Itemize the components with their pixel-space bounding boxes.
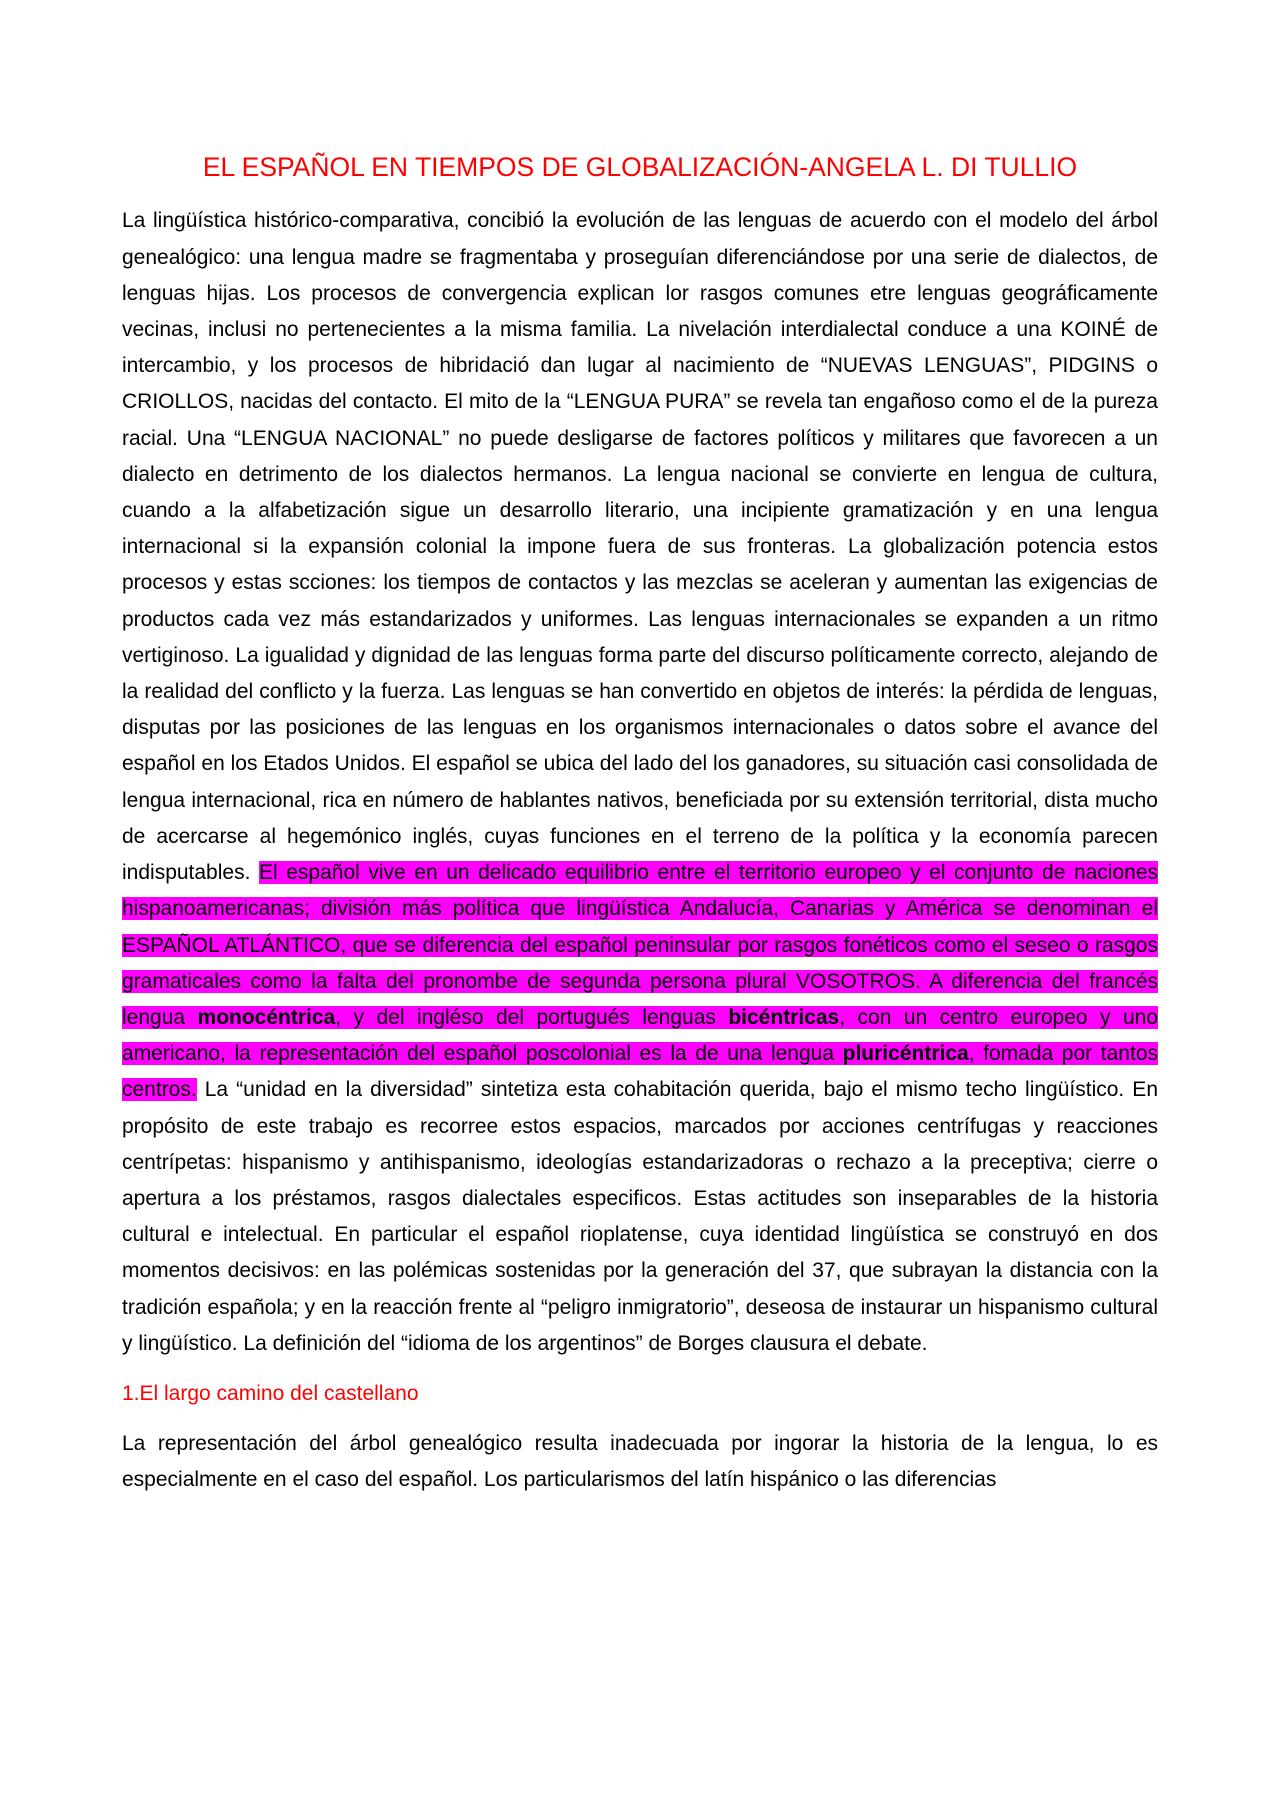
highlighted-passage [122, 861, 1158, 1101]
bold-term-monocentrica: monocéntrica [197, 1005, 336, 1029]
highlight-text-4: , fomada por tantos centros. [122, 1042, 1158, 1102]
document-page [122, 150, 1158, 1498]
highlight-text-1: El español vive en un delicado equilibrio entre el territorio europeo y el conjunto de naciones hispanoamericanas; división más política que lingüística Andalucía, Canarias y América se denominan el ESPAÑOL ATLÁNTICO, que se diferencia del español peninsular por rasgos fonéticos como el seseo o rasgos gramaticales como la falta del pronombe de segunda persona plural VOSOTROS. A diferencia del francés lengua [122, 861, 1159, 1029]
document-title: EL ESPAÑOL EN TIEMPOS DE GLOBALIZACIÓN-ANGELA L. DI TULLIO [202, 152, 1078, 182]
intro-text-before-highlight: La lingüística histórico-comparativa, concibió la evolución de las lenguas de acuerdo con el modelo del árbol genealógico: una lengua madre se fragmentaba y proseguían diferenciándose por una serie de dialectos, de lenguas hijas. Los procesos de convergencia explican lor rasgos comunes etre lenguas geográficamente vecinas, inclusi no pertenecientes a la misma familia. La nivelación interdialectal conduce a una KOINÉ de intercambio, y los procesos de hibridació dan lugar al nacimiento de “NUEVAS LENGUAS”, PIDGINS o CRIOLLOS, nacidas del contacto. El mito de la “LENGUA PURA” se revela tan engañoso como el de la pureza racial. Una “LENGUA NACIONAL” no puede desligarse de factores políticos y militares que favorecen a un dialecto en detrimento de los dialectos hermanos. La lengua nacional se convierte en lengua de cultura, cuando a la alfabetización sigue un desarrollo literario, una incipiente gramatización y en una lengua internacional si la expansión colonial la impone fuera de sus fronteras. La globalización potencia estos procesos y estas scciones: los tiempos de contactos y las mezclas se aceleran y aumentan las exigencias de productos cada vez más estandarizados y uniformes. Las lenguas internacionales se expanden a un ritmo vertiginoso. La igualidad y dignidad de las lenguas forma parte del discurso políticamente correcto, alejando de la realidad del conflicto y la fuerza. Las lenguas se han convertido en objetos de interés: la pérdida de lenguas, disputas por las posiciones de las lenguas en los organismos internacionales o datos sobre el avance del español en los Etados Unidos. El español se ubica del lado del los ganadores, su situación casi consolidada de lengua internacional, rica en número de hablantes nativos, beneficiada por su extensión territorial, dista mucho de acercarse al hegemónico inglés, cuyas funciones en el terreno de la política y la economía parecen indisputables. [122, 209, 1158, 885]
section-paragraph: La representación del árbol genealógico resulta inadecuada por ingorar la historia de la lengua, lo es especialmente en el caso del español. Los particularismos del latín hispánico o las diferencias [122, 1431, 1158, 1492]
bold-term-bicentricas: bicéntricas [728, 1005, 840, 1029]
bold-term-pluricentrica: pluricéntrica [842, 1042, 969, 1066]
highlight-text-2: , y del ingléso del portugués lenguas [335, 1005, 729, 1029]
section-heading: 1.El largo camino del castellano [122, 1381, 419, 1405]
highlight-text-3: , con un centro europeo y uno americano, la representación del español poscolonial es la de una lengua [122, 1005, 1159, 1066]
intro-text-after-highlight: La “unidad en la diversidad” sintetiza esta cohabitación querida, bajo el mismo techo lingüístico. En propósito de este trabajo es recorree estos espacios, marcados por acciones centrífugas y reacciones centrípetas: hispanismo y antihispanismo, ideologías estandarizadoras o rechazo a la preceptiva; cierre o apertura a los préstamos, rasgos dialectales especificos. Estas actitudes son inseparables de la historia cultural e intelectual. En particular el español rioplatense, cuya identidad lingüística se construyó en dos momentos decisivos: en las polémicas sostenidas por la generación del 37, que subrayan la distancia con la tradición española; y en la reacción frente al “peligro inmigratorio”, deseosa de instaurar un hispanismo cultural y lingüístico. La definición del “idioma de los argentinos” de Borges clausura el debate. [122, 1078, 1158, 1355]
intro-paragraph [122, 203, 1158, 1362]
